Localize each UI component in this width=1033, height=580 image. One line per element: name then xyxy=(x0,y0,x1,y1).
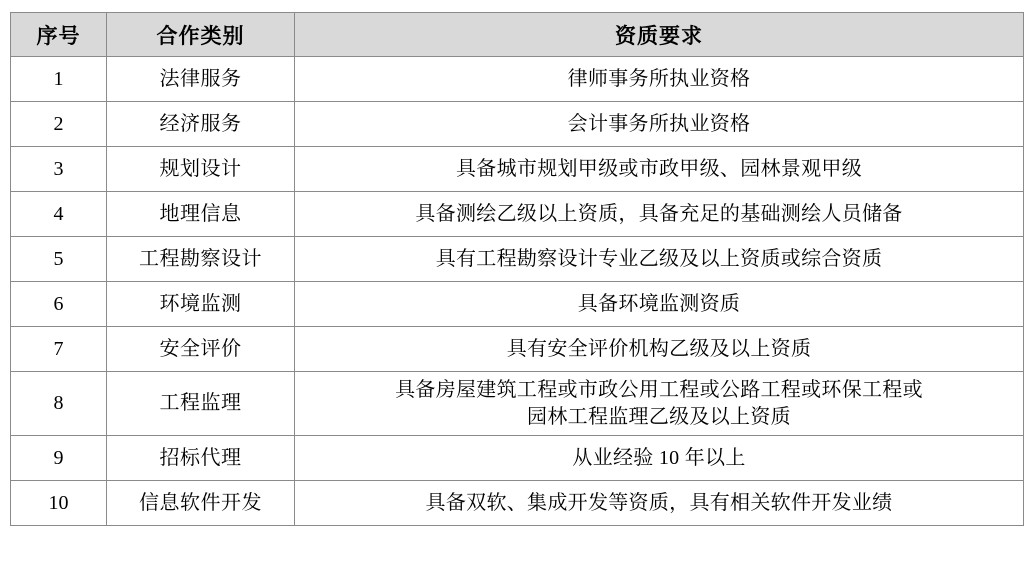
table-row xyxy=(11,57,1024,102)
cell-requirement xyxy=(295,436,1024,481)
cell-category: 环境监测 xyxy=(107,282,295,327)
requirement-line: 具备房屋建筑工程或市政公用工程或公路工程或环保工程或 xyxy=(395,378,923,401)
requirement-line: 具备城市规划甲级或市政甲级、园林景观甲级 xyxy=(456,157,862,180)
cell-category: 经济服务 xyxy=(107,102,295,147)
cell-no: 9 xyxy=(11,436,107,481)
cell-no: 4 xyxy=(11,192,107,237)
requirement-line: 具有工程勘察设计专业乙级及以上资质或综合资质 xyxy=(435,247,883,270)
table-row xyxy=(11,282,1024,327)
cell-no: 2 xyxy=(11,102,107,147)
cell-category: 安全评价 xyxy=(107,327,295,372)
qualification-requirements-table xyxy=(10,12,1024,526)
cell-category: 信息软件开发 xyxy=(107,481,295,526)
table-row xyxy=(11,327,1024,372)
requirement-line: 会计事务所执业资格 xyxy=(567,112,751,135)
cell-category: 地理信息 xyxy=(107,192,295,237)
column-header-requirement: 资质要求 xyxy=(295,13,1024,57)
requirement-line: 具有安全评价机构乙级及以上资质 xyxy=(506,337,812,360)
cell-requirement xyxy=(295,192,1024,237)
table-row xyxy=(11,102,1024,147)
table-header xyxy=(11,13,1024,57)
cell-no: 6 xyxy=(11,282,107,327)
cell-no: 8 xyxy=(11,372,107,436)
requirement-line: 具备测绘乙级以上资质，具备充足的基础测绘人员储备 xyxy=(415,202,903,225)
requirement-line: 具备环境监测资质 xyxy=(577,292,741,315)
cell-requirement xyxy=(295,327,1024,372)
cell-category: 招标代理 xyxy=(107,436,295,481)
table-row xyxy=(11,192,1024,237)
column-header-category: 合作类别 xyxy=(107,13,295,57)
cell-requirement xyxy=(295,237,1024,282)
table-row xyxy=(11,147,1024,192)
cell-requirement xyxy=(295,57,1024,102)
cell-category: 工程勘察设计 xyxy=(107,237,295,282)
cell-no: 1 xyxy=(11,57,107,102)
column-header-no: 序号 xyxy=(11,13,107,57)
cell-category: 规划设计 xyxy=(107,147,295,192)
cell-no: 7 xyxy=(11,327,107,372)
requirement-line: 律师事务所执业资格 xyxy=(567,67,751,90)
cell-category: 工程监理 xyxy=(107,372,295,436)
cell-requirement xyxy=(295,481,1024,526)
requirement-line: 园林工程监理乙级及以上资质 xyxy=(527,405,791,428)
table-row xyxy=(11,481,1024,526)
cell-requirement xyxy=(295,147,1024,192)
cell-no: 3 xyxy=(11,147,107,192)
table-row xyxy=(11,436,1024,481)
table-row xyxy=(11,372,1024,436)
cell-category: 法律服务 xyxy=(107,57,295,102)
cell-requirement xyxy=(295,282,1024,327)
cell-no: 5 xyxy=(11,237,107,282)
cell-requirement xyxy=(295,102,1024,147)
table-body xyxy=(11,57,1024,526)
requirement-line: 从业经验 10 年以上 xyxy=(572,446,746,469)
cell-requirement xyxy=(295,372,1024,436)
table-header-row xyxy=(11,13,1024,57)
table-row xyxy=(11,237,1024,282)
cell-no: 10 xyxy=(11,481,107,526)
requirement-line: 具备双软、集成开发等资质，具有相关软件开发业绩 xyxy=(425,491,893,514)
